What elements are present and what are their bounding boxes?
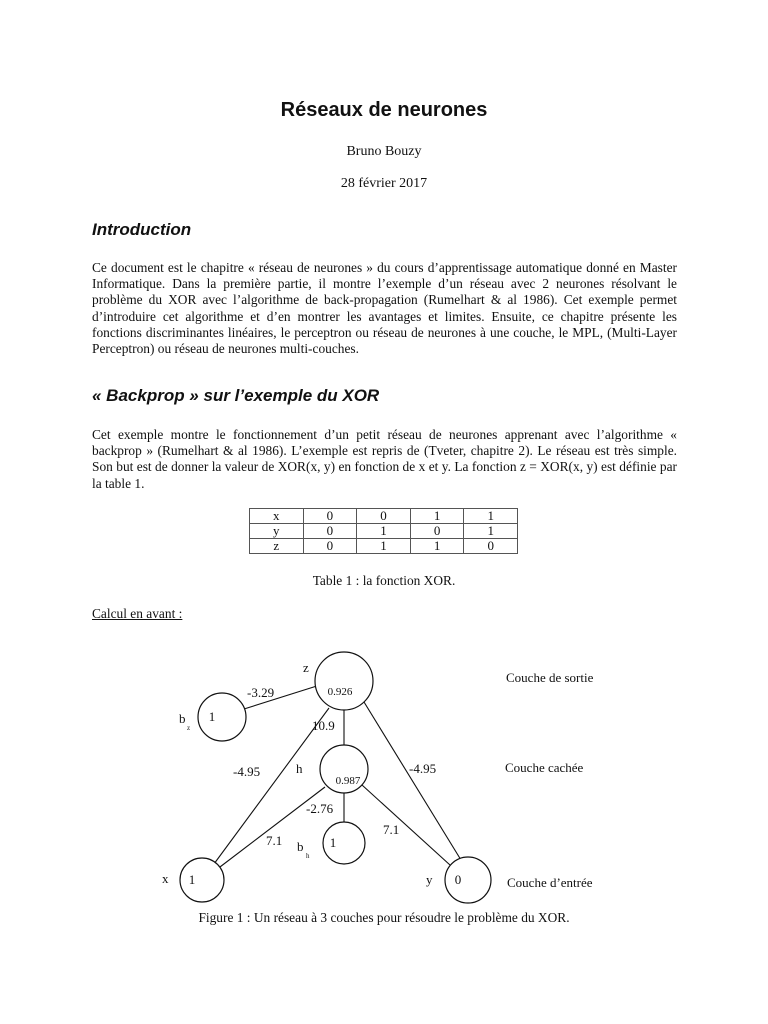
layer-output-label: Couche de sortie <box>506 670 594 685</box>
table-cell: 0 <box>303 524 357 539</box>
table-cell: 1 <box>410 509 464 524</box>
node-bh-label: b <box>297 839 304 854</box>
backprop-heading: « Backprop » sur l’exemple du XOR <box>92 386 380 405</box>
author: Bruno Bouzy <box>346 144 422 159</box>
weight-y-z: -4.95 <box>409 761 437 776</box>
calcul-heading: Calcul en avant : <box>92 606 183 621</box>
table-cell: 0 <box>357 509 411 524</box>
weight-bz-z: -3.29 <box>247 685 275 700</box>
table-cell: 1 <box>410 539 464 554</box>
table-cell: 1 <box>357 524 411 539</box>
weight-bh-h: -2.76 <box>306 801 334 816</box>
layer-hidden-label: Couche cachée <box>505 760 584 775</box>
table-cell: 0 <box>464 539 518 554</box>
node-bz-subscript: z <box>187 724 191 732</box>
node-z-value: 0.926 <box>327 686 353 698</box>
table-caption: Table 1 : la fonction XOR. <box>312 573 456 588</box>
table-cell: x <box>250 509 304 524</box>
node-z-label: z <box>303 660 309 675</box>
node-bh-subscript: h <box>306 852 310 860</box>
layer-input-label: Couche d’entrée <box>507 875 593 890</box>
intro-heading: Introduction <box>92 220 192 239</box>
node-x-label: x <box>162 871 169 886</box>
intro-paragraph: Ce document est le chapitre « réseau de neurones » du cours d’apprentissage automatique donné en Master Informatique. Dans la première partie, il montre l’exemple d’un réseau avec 2 neurones résolvant le problème du XOR avec l’algorithme de back-propagation (Rumelhart & al 1986). Cet exemple permet d’introduire cet algorithme et d’en montrer les avantages et limites. Ensuite, ce chapitre présente les fonctions discriminantes linéaires, le perceptron ou réseau de neurones à une couche, le MPL, (Multi-Layer Perceptron) ou réseau de neurones multi-couches. <box>92 260 677 357</box>
edge-y-h <box>362 785 450 865</box>
weight-x-h: 7.1 <box>266 833 283 848</box>
node-x <box>180 858 224 902</box>
table-cell: 1 <box>464 524 518 539</box>
node-h-value: 0.987 <box>335 775 361 787</box>
weight-h-z: 10.9 <box>312 718 335 733</box>
table-cell: 1 <box>357 539 411 554</box>
page-title: Réseaux de neurones <box>280 99 488 121</box>
backprop-paragraph: Cet exemple montre le fonctionnement d’un petit réseau de neurones apprenant avec l’algorithme « backprop » (Rumelhart & al 1986). L’exemple est repris de (Tveter, chapitre 2). Le réseau est très simple. Son but est de donner la valeur de XOR(x, y) en fonction de x et y. La fonction z = XOR(x, y) est définie par la table 1. <box>92 427 677 491</box>
table-cell: 0 <box>303 539 357 554</box>
node-z <box>315 652 373 710</box>
node-y <box>445 857 491 903</box>
table-cell: 1 <box>464 509 518 524</box>
node-x-value: 1 <box>188 872 196 887</box>
weight-x-z: -4.95 <box>233 764 261 779</box>
edge-y-z <box>364 702 461 860</box>
table-cell: z <box>250 539 304 554</box>
node-h-label: h <box>296 761 303 776</box>
table-cell: 0 <box>303 509 357 524</box>
table-cell: 0 <box>410 524 464 539</box>
node-bz-value: 1 <box>208 709 216 724</box>
figure-caption: Figure 1 : Un réseau à 3 couches pour résoudre le problème du XOR. <box>198 910 570 925</box>
node-bz <box>198 693 246 741</box>
table-cell: y <box>250 524 304 539</box>
node-y-value: 0 <box>454 872 462 887</box>
date: 28 février 2017 <box>340 176 428 191</box>
node-bh-value: 1 <box>329 835 337 850</box>
node-bz-label: b <box>179 711 186 726</box>
weight-y-h: 7.1 <box>383 822 400 837</box>
node-y-label: y <box>426 872 433 887</box>
